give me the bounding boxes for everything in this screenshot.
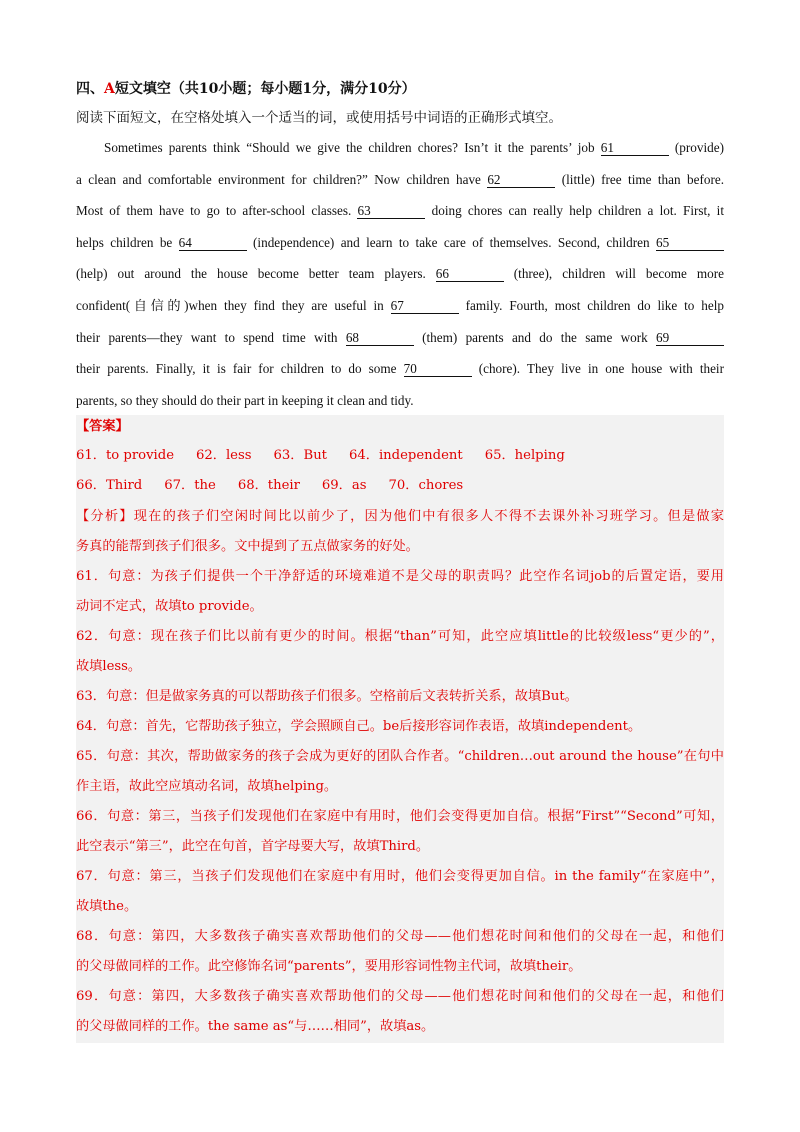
explanation-66: 此空表示“第三”，此空在句首，首字母要大写，故填Third。 [76, 839, 430, 854]
answer-64: 64．independent [348, 448, 463, 463]
blank-67: 67 [391, 299, 459, 314]
passage-line [76, 132, 724, 164]
blank-69: 69 [656, 331, 724, 346]
answer-63: 63．But [273, 448, 327, 463]
explanation-69: 69．句意：第四，大多数孩子确实喜欢帮助他们的父母——他们想花时间和他们的父母在一起，和他们 [76, 989, 724, 1004]
passage-text: (chore). They live in one house with their [471, 361, 724, 377]
passage-text: parents, so they should do their part in keeping it clean and tidy. [76, 392, 414, 408]
blank-68: 68 [346, 331, 414, 346]
analysis-summary: 【分析】现在的孩子们空闲时间比以前少了，因为他们中有很多人不得不去课外补习班学习。但是做家 [76, 509, 724, 524]
explanation-65: 作主语，故此空应填动名词，故填helping。 [76, 779, 338, 794]
passage-text: (them) parents and do the same work [413, 329, 657, 345]
explanation-69: 的父母做同样的工作。the same as“与……相同”，故填as。 [76, 1019, 435, 1034]
explanation-62: 故填less。 [76, 659, 142, 674]
section-number: 四、 [76, 81, 104, 97]
answer-row-2 [76, 476, 724, 496]
answer-67: 67．the [164, 478, 216, 493]
passage-text: Most of them have to go to after-school classes. [76, 203, 358, 219]
answer-69: 69．as [321, 478, 367, 493]
answer-61: 61．to provide [76, 448, 174, 463]
passage-text: their parents—they want to spend time with [76, 329, 346, 345]
blank-70: 70 [404, 362, 472, 377]
explanation-64: 64．句意：首先，它帮助孩子独立，学会照顾自己。be后接形容词作表语，故填independent。 [76, 719, 642, 734]
explanation-62: 62．句意：现在孩子们比以前有更少的时间。根据“than”可知，此空应填little的比较级less“更少的”， [76, 629, 724, 644]
explanation-61: 动词不定式，故填to provide。 [76, 599, 263, 614]
explanation-67: 67．句意：第三，当孩子们发现他们在家庭中有用时，他们会变得更加自信。in the family“在家庭中”， [76, 869, 724, 884]
instruction-text: 阅读下面短文，在空格处填入一个适当的词，或使用括号中词语的正确形式填空。 [76, 110, 562, 126]
passage-text: (independence) and learn to take care of themselves. Second, children [246, 234, 656, 250]
passage-line [76, 353, 724, 385]
explanation-65: 65．句意：其次，帮助做家务的孩子会成为更好的团队合作者。“children…out around the house”在句中 [76, 749, 724, 764]
answer-62: 62．less [196, 448, 252, 463]
explanation-68: 68．句意：第四，大多数孩子确实喜欢帮助他们的父母——他们想花时间和他们的父母在一起，和他们 [76, 929, 724, 944]
analysis-summary: 务真的能帮到孩子们很多。文中提到了五点做家务的好处。 [76, 539, 419, 554]
passage-line [76, 385, 724, 417]
section-title [76, 78, 416, 98]
passage-text: confident(自信的)when they find they are useful in [76, 297, 391, 313]
passage-text: helps children be [76, 234, 179, 250]
answer-70: 70．chores [388, 478, 464, 493]
blank-63: 63 [357, 204, 425, 219]
passage-text: (little) free time than before. [555, 171, 724, 187]
passage-text: Sometimes parents think “Should we give the children chores? Isn’t it the parents’ job [104, 140, 601, 155]
section-label: A [104, 81, 115, 97]
passage-line [76, 195, 724, 227]
explanation-67: 故填the。 [76, 899, 138, 914]
blank-62: 62 [487, 173, 555, 188]
passage-line [76, 322, 724, 354]
answer-68: 68．their [237, 478, 300, 493]
passage-text: a clean and comfortable environment for children?” Now children have [76, 171, 488, 187]
explanation-63: 63．句意：但是做家务真的可以帮助孩子们很多。空格前后文表转折关系，故填But。 [76, 689, 578, 704]
explanation-66: 66．句意：第三，当孩子们发现他们在家庭中有用时，他们会变得更加自信。根据“First”“Second”可知， [76, 809, 724, 824]
blank-65: 65 [656, 236, 724, 251]
passage-text: family. Fourth, most children do like to help [458, 297, 724, 313]
passage-line [76, 164, 724, 196]
explanation-68: 的父母做同样的工作。此空修饰名词“parents”，要用形容词性物主代词，故填their。 [76, 959, 582, 974]
answer-66: 66．Third [76, 478, 143, 493]
passage-line [76, 227, 724, 259]
section-heading: 短文填空（共10小题；每小题1分，满分10分） [114, 81, 416, 97]
passage-text: doing chores can really help children a lot. First, it [425, 203, 724, 219]
passage [76, 132, 724, 416]
answer-panel [76, 415, 724, 1043]
answer-heading: 【答案】 [76, 419, 129, 434]
passage-line [76, 290, 724, 322]
blank-64: 64 [179, 236, 247, 251]
passage-text: (help) out around the house become better team players. [76, 266, 436, 282]
answer-65: 65．helping [484, 448, 565, 463]
passage-text: (three), children will become more [503, 266, 724, 282]
passage-text: (provide) [668, 140, 724, 155]
answer-row-1 [76, 446, 724, 466]
blank-61: 61 [601, 141, 669, 156]
passage-line [76, 258, 724, 290]
passage-text: their parents. Finally, it is fair for children to do some [76, 361, 404, 377]
blank-66: 66 [436, 267, 504, 282]
explanation-61: 61．句意：为孩子们提供一个干净舒适的环境难道不是父母的职责吗？此空作名词job的后置定语，要用 [76, 569, 724, 584]
